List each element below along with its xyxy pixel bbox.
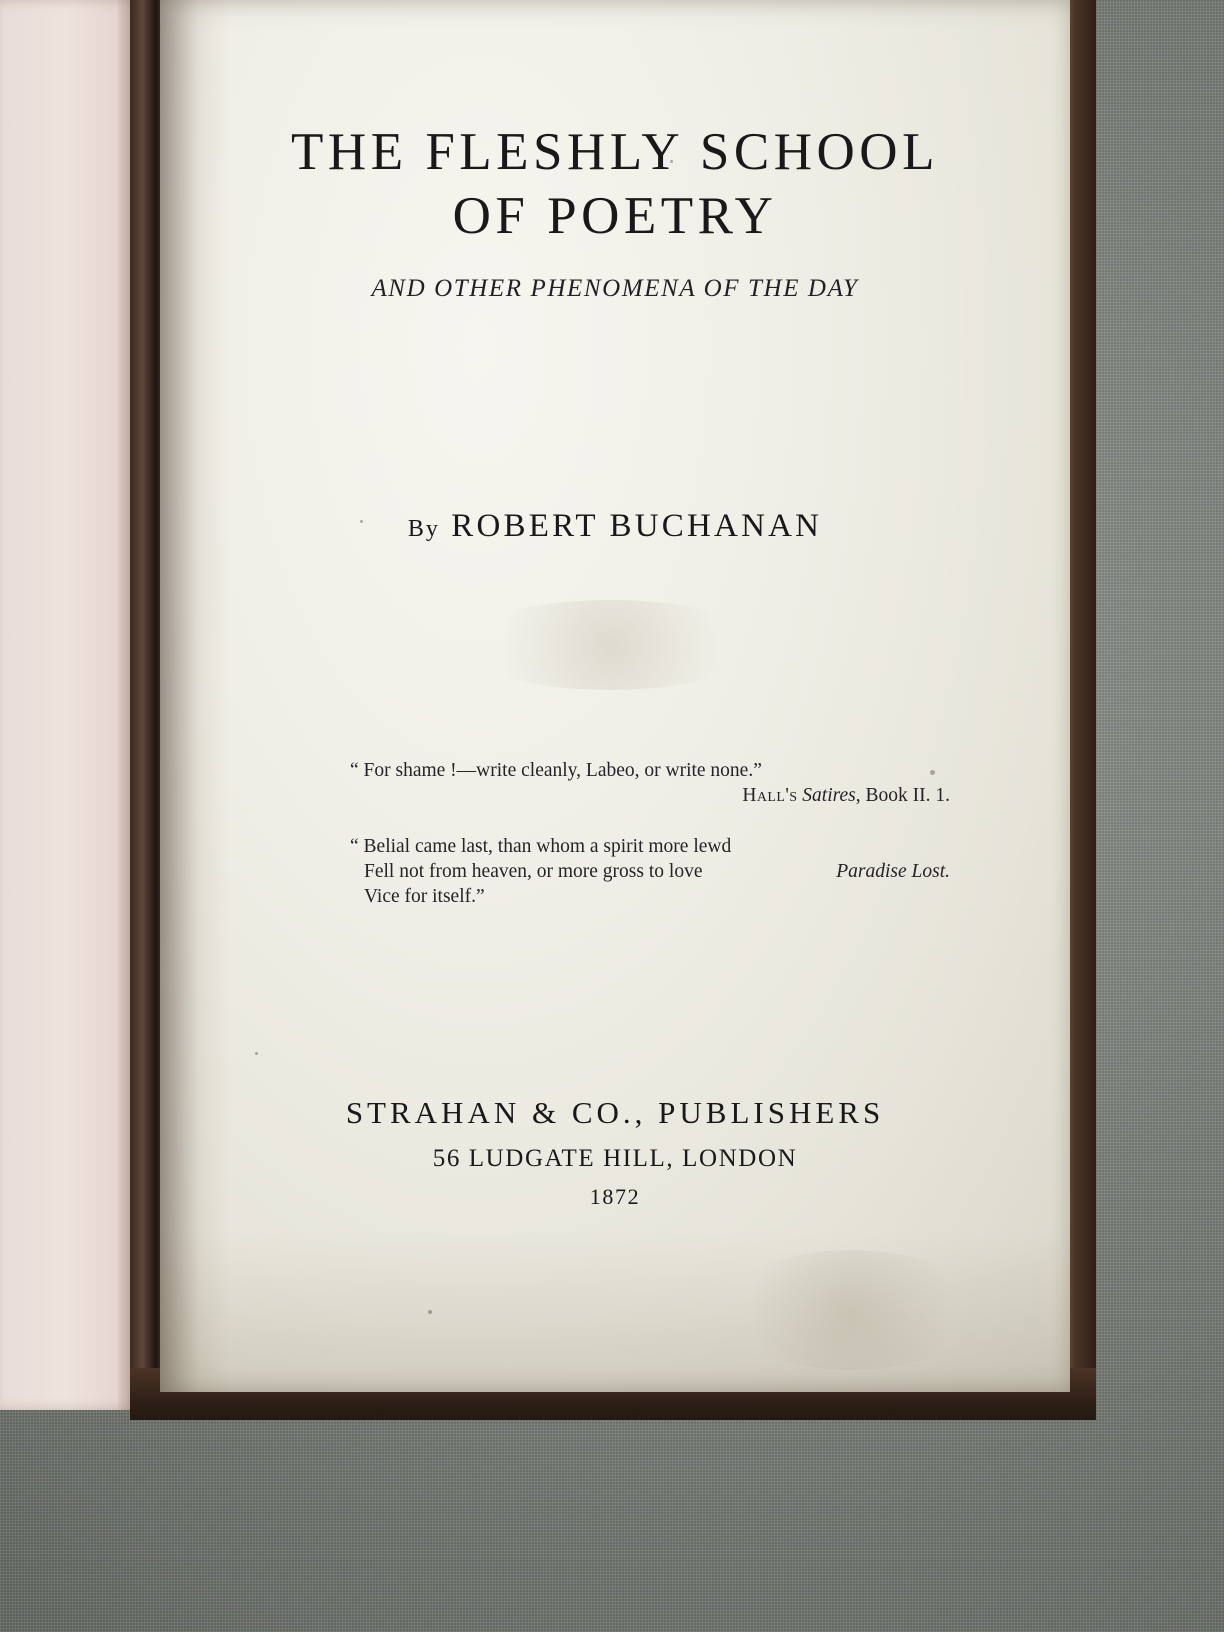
epigraph-attribution-work: Satires: [802, 785, 856, 806]
book-title-line-1: THE FLESHLY SCHOOL: [291, 123, 939, 181]
author-prefix: By: [407, 516, 440, 542]
epigraph-text: “ Belial came last, than whom a spirit more lewd: [350, 836, 732, 857]
publication-year: 1872: [589, 1184, 641, 1209]
epigraph-hall: [350, 758, 950, 808]
paper-speck: [428, 1310, 432, 1314]
epigraph-attribution: [350, 783, 950, 808]
epigraph-text: Fell not from heaven, or more gross to love: [364, 861, 703, 882]
epigraph-text: Vice for itself.”: [364, 886, 485, 907]
paper-speck: [255, 1052, 258, 1055]
author-name: ROBERT BUCHANAN: [451, 508, 823, 544]
epigraph-block: [350, 758, 950, 907]
publisher-address: 56 LUDGATE HILL, LONDON: [432, 1145, 798, 1172]
paper-smudge: [720, 1250, 980, 1370]
epigraph-milton: [350, 834, 950, 907]
epigraph-attribution-author: Hall's: [742, 785, 798, 806]
facing-page-left: [0, 0, 148, 1410]
epigraph-attribution: Paradise Lost.: [836, 861, 950, 882]
title-page: [160, 0, 1070, 1392]
epigraph-text: “ For shame !—write cleanly, Labeo, or write none.”: [350, 760, 762, 781]
book-subtitle: AND OTHER PHENOMENA OF THE DAY: [371, 275, 859, 302]
publisher-name: STRAHAN & CO., PUBLISHERS: [345, 1095, 885, 1130]
epigraph-attribution-ref: , Book II. 1.: [855, 785, 950, 806]
author-line: [160, 508, 1070, 545]
paper-smudge: [460, 600, 760, 690]
book-title-line-2: OF POETRY: [452, 187, 778, 245]
